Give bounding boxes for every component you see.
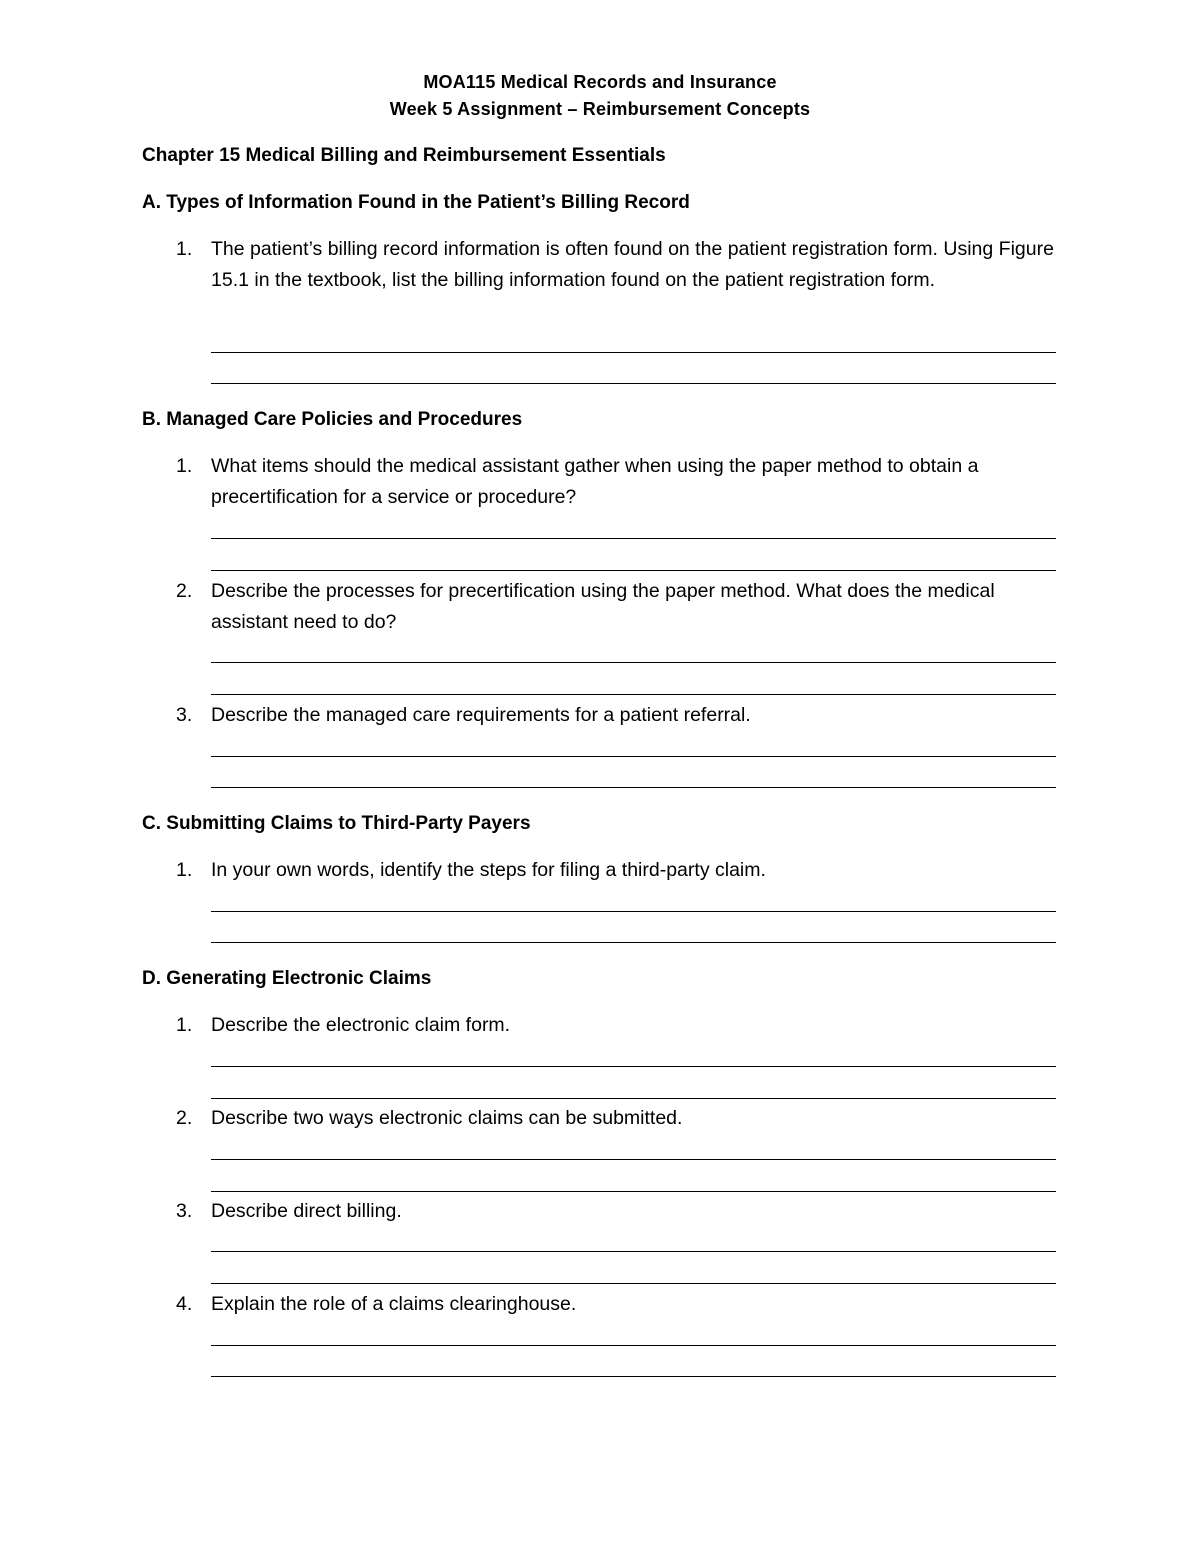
section-a-q1-text: The patient’s billing record information is often found on the patient registration form. Using Figure 15.1 in the textbook, list the billing information found on the patient registration form. [211,238,1054,291]
section-a-heading: A. Types of Information Found in the Patient’s Billing Record [142,192,690,213]
section-d-q3-text: Describe direct billing. [211,1200,402,1222]
section-c-q1-text: In your own words, identify the steps for filing a third-party claim. [211,859,766,881]
section-b-q3-number: 3. [176,704,193,726]
section-d-heading: D. Generating Electronic Claims [142,968,432,989]
section-b-q1-number: 1. [176,455,193,477]
answer-line[interactable] [211,1345,1056,1346]
section-d-q4-text: Explain the role of a claims clearinghouse. [211,1293,577,1315]
section-c-heading: C. Submitting Claims to Third-Party Payers [142,813,531,834]
answer-line[interactable] [211,756,1056,757]
answer-line[interactable] [211,1251,1056,1252]
section-b-heading: B. Managed Care Policies and Procedures [142,409,523,430]
answer-line[interactable] [211,787,1056,788]
answer-line[interactable] [211,1066,1056,1067]
section-b-q1-text: What items should the medical assistant gather when using the paper method to obtain a precertification for a service or procedure? [211,455,979,508]
section-d-q3-number: 3. [176,1200,193,1222]
answer-line[interactable] [211,942,1056,943]
answer-line[interactable] [211,1191,1056,1192]
section-c-q1-number: 1. [176,859,193,881]
section-b-q3-text: Describe the managed care requirements for a patient referral. [211,704,751,726]
section-b-q2-number: 2. [176,580,193,602]
section-b-q2-text: Describe the processes for precertification using the paper method. What does the medical assistant need to do? [211,580,995,633]
section-a-q1-number: 1. [176,238,193,260]
answer-line[interactable] [211,570,1056,571]
answer-line[interactable] [211,538,1056,539]
answer-line[interactable] [211,662,1056,663]
document-course-title: MOA115 Medical Records and Insurance [423,72,777,92]
answer-line[interactable] [211,694,1056,695]
answer-line[interactable] [211,1283,1056,1284]
answer-line[interactable] [211,911,1056,912]
answer-line[interactable] [211,1376,1056,1377]
section-d-q1-number: 1. [176,1014,193,1036]
section-d-q4-number: 4. [176,1293,193,1315]
answer-line[interactable] [211,1159,1056,1160]
answer-line[interactable] [211,352,1056,353]
answer-line[interactable] [211,1098,1056,1099]
answer-line[interactable] [211,383,1056,384]
section-d-q1-text: Describe the electronic claim form. [211,1014,511,1036]
chapter-title: Chapter 15 Medical Billing and Reimbursement Essentials [142,145,666,166]
section-d-q2-number: 2. [176,1107,193,1129]
document-assignment-title: Week 5 Assignment – Reimbursement Concepts [389,99,811,119]
section-d-q2-text: Describe two ways electronic claims can be submitted. [211,1107,683,1129]
